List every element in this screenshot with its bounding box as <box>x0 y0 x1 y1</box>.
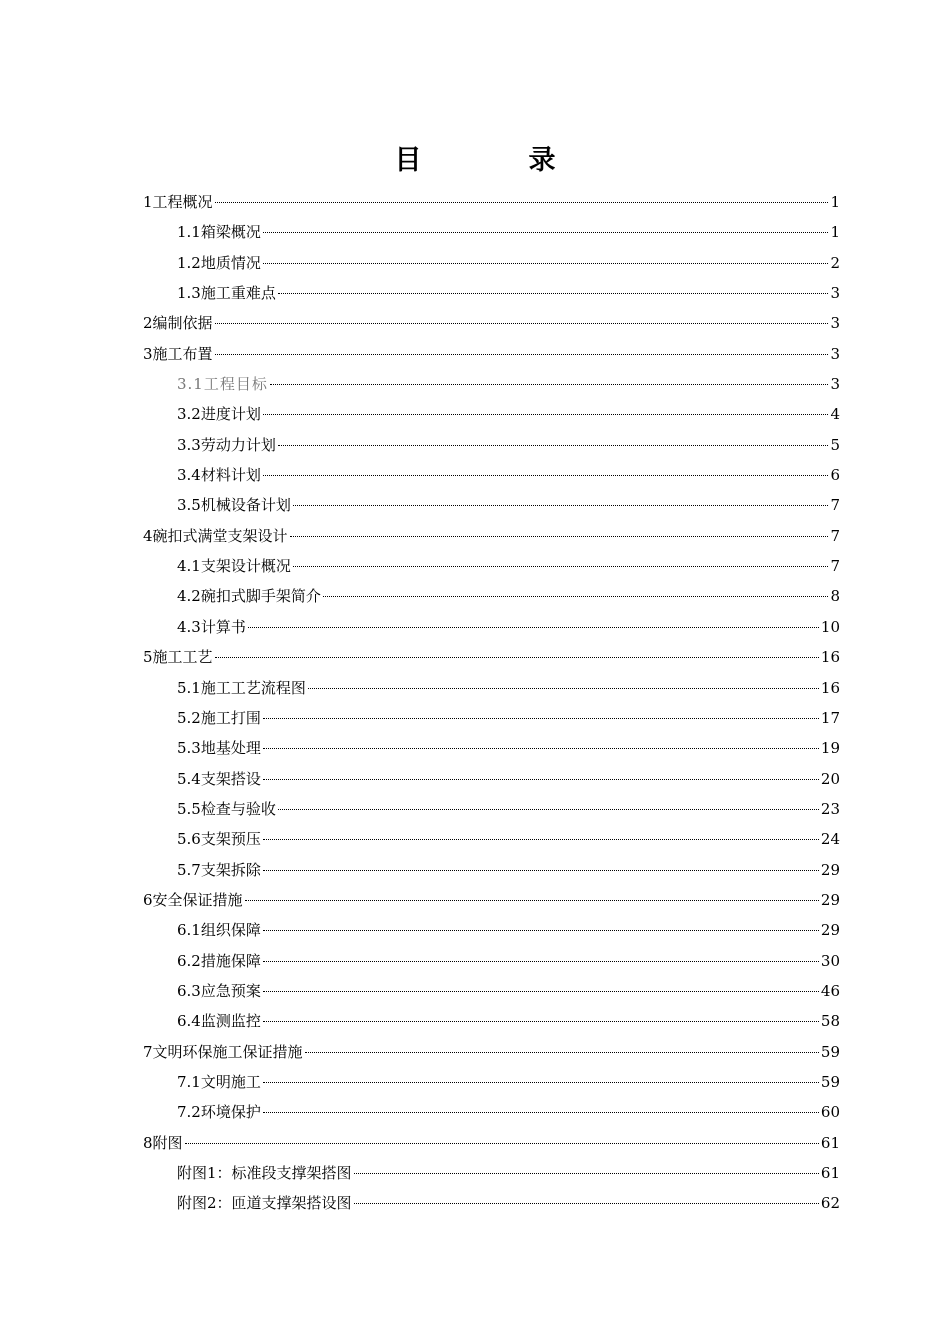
toc-entry-label: 5.5检查与验收 <box>177 799 276 818</box>
toc-entry-page: 19 <box>820 739 840 758</box>
toc-entry-label: 3.2进度计划 <box>177 405 261 424</box>
toc-entry-label: 4碗扣式满堂支架设计 <box>143 526 288 545</box>
toc-entry[interactable] <box>143 1006 840 1036</box>
toc-entry[interactable] <box>143 946 840 976</box>
toc-entry-page: 5 <box>830 435 840 454</box>
toc-entry[interactable] <box>143 824 840 854</box>
dot-leader <box>263 870 819 871</box>
dot-leader <box>263 414 829 415</box>
toc-entry[interactable] <box>143 1158 840 1188</box>
toc-entry-page: 7 <box>830 557 840 576</box>
toc-entry[interactable] <box>143 460 840 490</box>
toc-entry[interactable] <box>143 976 840 1006</box>
dot-leader <box>293 566 829 567</box>
toc-entry-label: 4.3计算书 <box>177 617 246 636</box>
toc-entry-page: 62 <box>820 1194 840 1213</box>
dot-leader <box>263 232 829 233</box>
toc-entry[interactable] <box>143 551 840 581</box>
toc-entry-page: 3 <box>830 344 840 363</box>
toc-entry[interactable] <box>143 248 840 278</box>
dot-leader <box>263 1112 819 1113</box>
toc-entry-label: 7.1文明施工 <box>177 1072 261 1091</box>
toc-entry-page: 24 <box>820 830 840 849</box>
toc-entry-page: 16 <box>820 648 840 667</box>
toc-entry-label: 5.1施工工艺流程图 <box>177 678 306 697</box>
toc-entry-page: 20 <box>820 769 840 788</box>
toc-entry-page: 61 <box>820 1133 840 1152</box>
toc-entry-label: 5.6支架预压 <box>177 830 261 849</box>
toc-entry-page: 4 <box>830 405 840 424</box>
toc-entry-page: 8 <box>830 587 840 606</box>
dot-leader <box>263 991 819 992</box>
toc-entry[interactable] <box>143 1037 840 1067</box>
dot-leader <box>263 748 819 749</box>
toc-entry-page: 29 <box>820 921 840 940</box>
toc-entry-page: 7 <box>830 496 840 515</box>
toc-entry-label: 6.1组织保障 <box>177 921 261 940</box>
toc-entry-page: 29 <box>820 860 840 879</box>
dot-leader <box>263 839 819 840</box>
toc-entry[interactable] <box>143 278 840 308</box>
dot-leader <box>278 445 829 446</box>
toc-entry-page: 1 <box>830 193 840 211</box>
toc-entry-label: 6安全保证措施 <box>143 890 243 909</box>
toc-entry-page: 29 <box>820 890 840 909</box>
toc-entry[interactable] <box>143 430 840 460</box>
toc-entry-label: 7文明环保施工保证措施 <box>143 1042 303 1061</box>
dot-leader <box>305 1052 819 1053</box>
toc-entry-page: 60 <box>820 1103 840 1122</box>
toc-entry[interactable] <box>143 612 840 642</box>
dot-leader <box>263 263 829 264</box>
dot-leader <box>278 293 829 294</box>
dot-leader <box>263 1021 819 1022</box>
toc-entry-label: 5施工工艺 <box>143 648 213 667</box>
dot-leader <box>263 779 819 780</box>
page-title: 目 录 <box>394 145 596 176</box>
toc-entry-page: 6 <box>830 466 840 485</box>
toc-entry-label: 7.2环境保护 <box>177 1103 261 1122</box>
toc-entry-page: 3 <box>830 284 840 303</box>
toc-entry[interactable] <box>143 217 840 247</box>
toc-entry-label: 1.1箱梁概况 <box>177 223 261 242</box>
toc-entry[interactable] <box>143 1188 840 1218</box>
toc-entry-page: 7 <box>830 526 840 545</box>
dot-leader <box>263 930 819 931</box>
toc-entry-label: 6.2措施保障 <box>177 951 261 970</box>
toc-entry-label: 5.7支架拆除 <box>177 860 261 879</box>
toc-entry[interactable] <box>143 187 840 217</box>
dot-leader <box>293 505 829 506</box>
toc-entry-label: 6.3应急预案 <box>177 981 261 1000</box>
dot-leader <box>354 1203 819 1204</box>
toc-entry-label: 3.5机械设备计划 <box>177 496 291 515</box>
toc-entry-page: 59 <box>820 1072 840 1091</box>
dot-leader <box>245 900 819 901</box>
toc-entry-label: 4.2碗扣式脚手架简介 <box>177 587 321 606</box>
toc-entry-page: 10 <box>820 617 840 636</box>
toc-entry-page: 59 <box>820 1042 840 1061</box>
dot-leader <box>308 688 819 689</box>
toc-entry[interactable] <box>143 490 840 520</box>
toc-entry-page: 61 <box>820 1164 840 1182</box>
toc-entry-page: 30 <box>820 951 840 970</box>
toc-entry-label: 6.4监测监控 <box>177 1012 261 1031</box>
toc-entry[interactable] <box>143 1067 840 1097</box>
dot-leader <box>323 596 829 597</box>
toc-entry[interactable] <box>143 369 840 399</box>
toc-entry-label: 附图1：标准段支撑架搭图 <box>177 1164 352 1182</box>
toc-entry-label: 2编制依据 <box>143 314 213 333</box>
toc-entry-label: 5.4支架搭设 <box>177 769 261 788</box>
toc-entry[interactable] <box>143 642 840 672</box>
dot-leader <box>215 657 819 658</box>
toc-entry-label: 3.4材料计划 <box>177 466 261 485</box>
dot-leader <box>215 202 829 203</box>
toc-entry[interactable] <box>143 915 840 945</box>
toc-entry-label: 1.2地质情况 <box>177 253 261 272</box>
dot-leader <box>215 323 829 324</box>
dot-leader <box>263 961 819 962</box>
toc-entry-label: 3施工布置 <box>143 344 213 363</box>
toc-entry[interactable] <box>143 1097 840 1127</box>
toc-entry[interactable] <box>143 521 840 551</box>
toc-entry[interactable] <box>143 885 840 915</box>
toc-entry-page: 3 <box>830 375 840 394</box>
dot-leader <box>263 718 819 719</box>
toc-entry-label: 8附图 <box>143 1133 183 1152</box>
dot-leader <box>263 1082 819 1083</box>
dot-leader <box>354 1173 819 1174</box>
toc-entry-page: 23 <box>820 799 840 818</box>
toc-entry-page: 58 <box>820 1012 840 1031</box>
dot-leader <box>248 627 819 628</box>
dot-leader <box>263 475 829 476</box>
table-of-contents <box>143 187 840 1219</box>
toc-entry[interactable] <box>143 339 840 369</box>
dot-leader <box>290 536 829 537</box>
toc-entry-page: 1 <box>830 223 840 242</box>
toc-entry[interactable] <box>143 399 840 429</box>
toc-entry[interactable] <box>143 308 840 338</box>
dot-leader <box>185 1143 819 1144</box>
toc-entry-label: 1工程概况 <box>143 193 213 211</box>
toc-entry-page: 3 <box>830 314 840 333</box>
toc-entry-label: 1.3施工重难点 <box>177 284 276 303</box>
toc-entry-label: 5.2施工打围 <box>177 708 261 727</box>
toc-entry[interactable] <box>143 581 840 611</box>
toc-entry[interactable] <box>143 733 840 763</box>
toc-entry-page: 16 <box>820 678 840 697</box>
toc-entry[interactable] <box>143 673 840 703</box>
toc-entry[interactable] <box>143 1128 840 1158</box>
toc-entry-label: 4.1支架设计概况 <box>177 557 291 576</box>
toc-entry-page: 17 <box>820 708 840 727</box>
dot-leader <box>215 354 829 355</box>
toc-entry-label: 3.1工程目标 <box>177 375 268 394</box>
toc-entry-label: 3.3劳动力计划 <box>177 435 276 454</box>
dot-leader <box>278 809 819 810</box>
toc-entry-label: 附图2：匝道支撑架搭设图 <box>177 1194 352 1213</box>
toc-entry[interactable] <box>143 703 840 733</box>
toc-entry[interactable] <box>143 855 840 885</box>
toc-entry-page: 2 <box>830 253 840 272</box>
toc-entry-page: 46 <box>820 981 840 1000</box>
toc-entry[interactable] <box>143 794 840 824</box>
toc-entry-label: 5.3地基处理 <box>177 739 261 758</box>
toc-entry[interactable] <box>143 764 840 794</box>
dot-leader <box>270 384 829 385</box>
